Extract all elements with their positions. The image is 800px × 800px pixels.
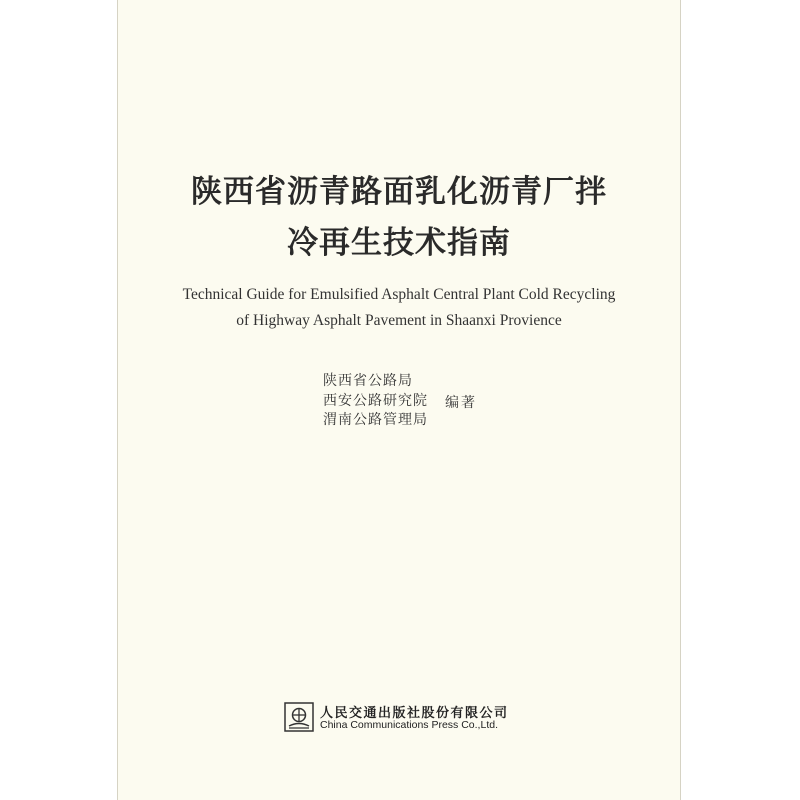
publisher-name-english: China Communications Press Co.,Ltd.	[320, 719, 498, 731]
book-cover	[117, 0, 681, 800]
author-role: 编著	[445, 395, 477, 411]
title-english-line-2: of Highway Asphalt Pavement in Shaanxi Provience	[236, 312, 562, 329]
title-english-line-1: Technical Guide for Emulsified Asphalt Central Plant Cold Recycling	[182, 286, 616, 303]
title-chinese-line-1: 陕西省沥青路面乳化沥青厂拌	[191, 174, 607, 210]
author-3: 渭南公路管理局	[323, 412, 428, 428]
publisher-name-chinese: 人民交通出版社股份有限公司	[320, 706, 509, 721]
author-1: 陕西省公路局	[323, 373, 413, 389]
title-chinese-line-2: 冷再生技术指南	[287, 225, 511, 261]
author-list	[323, 372, 428, 431]
author-2: 西安公路研究院	[323, 392, 428, 409]
publisher-logo-icon	[284, 702, 314, 732]
